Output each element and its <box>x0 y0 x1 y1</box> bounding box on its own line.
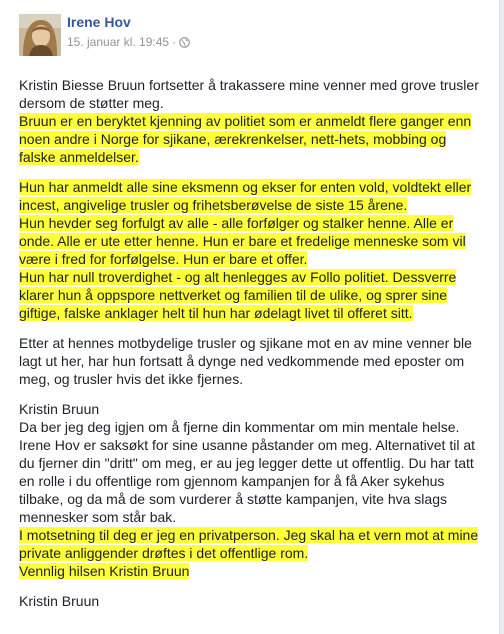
highlighted-text: noen andre i Norge for sjikane, ærekrenkelser, nett-hets, mobbing og <box>19 131 447 147</box>
highlighted-text: Vennlig hilsen Kristin Bruun <box>19 563 190 579</box>
highlighted-text: Hun har anmeldt alle sine eksmenn og ekser for enten vold, voldtekt eller <box>19 179 472 195</box>
post-timestamp[interactable]: 15. januar kl. 19:45 <box>67 35 170 49</box>
signature-line: Kristin Bruun <box>19 593 100 609</box>
text-line: mennesker som står bak. <box>19 509 177 525</box>
paragraph-5 <box>19 592 489 610</box>
text-line: Irene Hov er saksøkt for sine usanne påstander om meg. Alternativet til at <box>19 437 475 453</box>
text-line: du fjerner din "dritt" om meg, er au jeg legger dette ut offentlig. Du har tatt <box>19 455 474 471</box>
highlighted-text: onde. Alle er ute etter henne. Hun er bare et fredelige menneske som vil <box>19 233 466 249</box>
highlighted-text: I motsetning til deg er jeg en privatperson. Jeg skal ha et vern mot at mine <box>19 527 479 543</box>
text-line: lagt ut her, har hun fortsatt å dynge ned vedkommende med eposter om <box>19 353 465 369</box>
text-line: en rolle i du offentlige rom gjennom kampanjen for å få Aker sykehus <box>19 473 445 489</box>
meta-separator: · <box>172 35 177 49</box>
highlighted-text: Hun har null troverdighet - og alt henlegges av Follo politiet. Dessverre <box>19 269 457 285</box>
text-line: meg, og trusler hvis det ikke fjernes. <box>19 371 244 387</box>
highlighted-text: falske anmeldelser. <box>19 149 139 165</box>
highlighted-text: Hun hevder seg forfulgt av alle - alle forfølger og stalker henne. Alle er <box>19 215 454 231</box>
avatar[interactable] <box>19 14 61 56</box>
profile-photo <box>19 14 61 56</box>
highlighted-text: klarer hun å oppspore nettverket og familien til de ulike, og sprer sine <box>19 287 448 303</box>
highlighted-text: incest, angivelige trusler og frihetsberøvelse de siste 15 årene. <box>19 197 408 213</box>
text-line: Da ber jeg deg igjen om å fjerne din kommentar om min mentale helse. <box>19 419 460 435</box>
author-name[interactable]: Irene Hov <box>67 14 131 30</box>
paragraph-4 <box>19 400 489 580</box>
paragraph-3 <box>19 334 489 388</box>
highlighted-text: Bruun er en beryktet kjenning av politiet som er anmeldt flere ganger enn <box>19 113 472 129</box>
highlighted-text: private anliggender drøftes i det offentlige rom. <box>19 545 309 561</box>
post-body <box>19 76 489 622</box>
text-line: Etter at hennes motbydelige trusler og sjikane mot en av mine venner ble <box>19 335 472 351</box>
globe-icon[interactable] <box>179 37 190 51</box>
paragraph-2 <box>19 178 489 322</box>
highlighted-text: være i fred for forfølgelse. Hun er bare et offer. <box>19 251 308 267</box>
highlighted-text: giftige, falske anklager helt til hun har ødelagt livet til offeret sitt. <box>19 305 413 321</box>
text-line: dersom de støtter meg. <box>19 95 164 111</box>
paragraph-1 <box>19 76 489 166</box>
signature-line: Kristin Bruun <box>19 401 100 417</box>
post-meta <box>67 35 190 51</box>
text-line: tilbake, og da må de som vurderer å støtte kampanjen, vite hva slags <box>19 491 447 507</box>
text-line: Kristin Biesse Bruun fortsetter å trakassere mine venner med grove trusler <box>19 77 479 93</box>
